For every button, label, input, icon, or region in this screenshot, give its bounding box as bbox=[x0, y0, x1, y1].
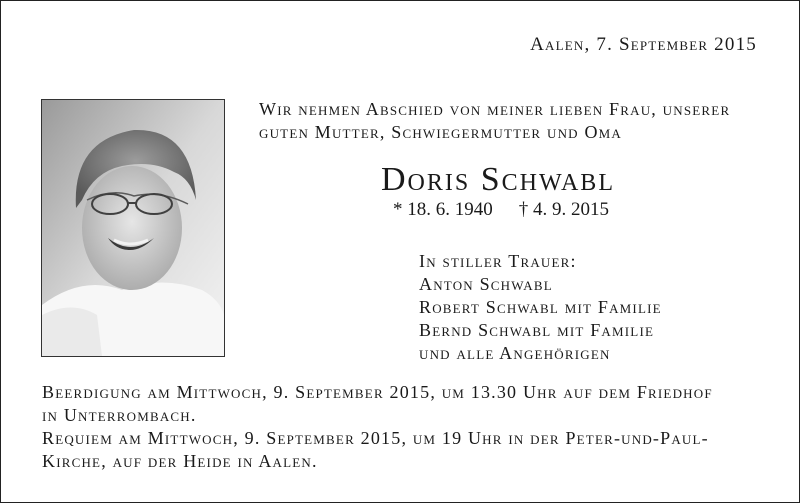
list-item: Robert Schwabl mit Familie bbox=[419, 297, 662, 317]
intro-text bbox=[259, 98, 779, 144]
intro-line: guten Mutter, Schwiegermutter und Oma bbox=[259, 122, 622, 142]
intro-line: Wir nehmen Abschied von meiner lieben Frau, unserer bbox=[259, 99, 731, 119]
funeral-line: Kirche, auf der Heide in Aalen. bbox=[42, 451, 318, 471]
funeral-line: in Unterrombach. bbox=[42, 405, 197, 425]
mourners-list bbox=[419, 250, 662, 365]
deceased-name: Doris Schwabl bbox=[381, 161, 615, 198]
funeral-details bbox=[42, 381, 772, 473]
date-line: Aalen, 7. September 2015 bbox=[530, 34, 757, 55]
death-date: † 4. 9. 2015 bbox=[518, 199, 609, 220]
portrait-photo bbox=[41, 99, 225, 357]
list-item: Anton Schwabl bbox=[419, 274, 553, 294]
list-item: und alle Angehörigen bbox=[419, 343, 611, 363]
funeral-line: Requiem am Mittwoch, 9. September 2015, um 19 Uhr in der Peter-und-Paul- bbox=[42, 428, 709, 448]
list-item: Bernd Schwabl mit Familie bbox=[419, 320, 655, 340]
funeral-line: Beerdigung am Mittwoch, 9. September 2015, um 13.30 Uhr auf dem Friedhof bbox=[42, 382, 713, 402]
mourners-heading: In stiller Trauer: bbox=[419, 251, 577, 271]
life-dates bbox=[393, 200, 609, 219]
portrait-image bbox=[42, 100, 224, 356]
birth-date: * 18. 6. 1940 bbox=[393, 199, 493, 220]
